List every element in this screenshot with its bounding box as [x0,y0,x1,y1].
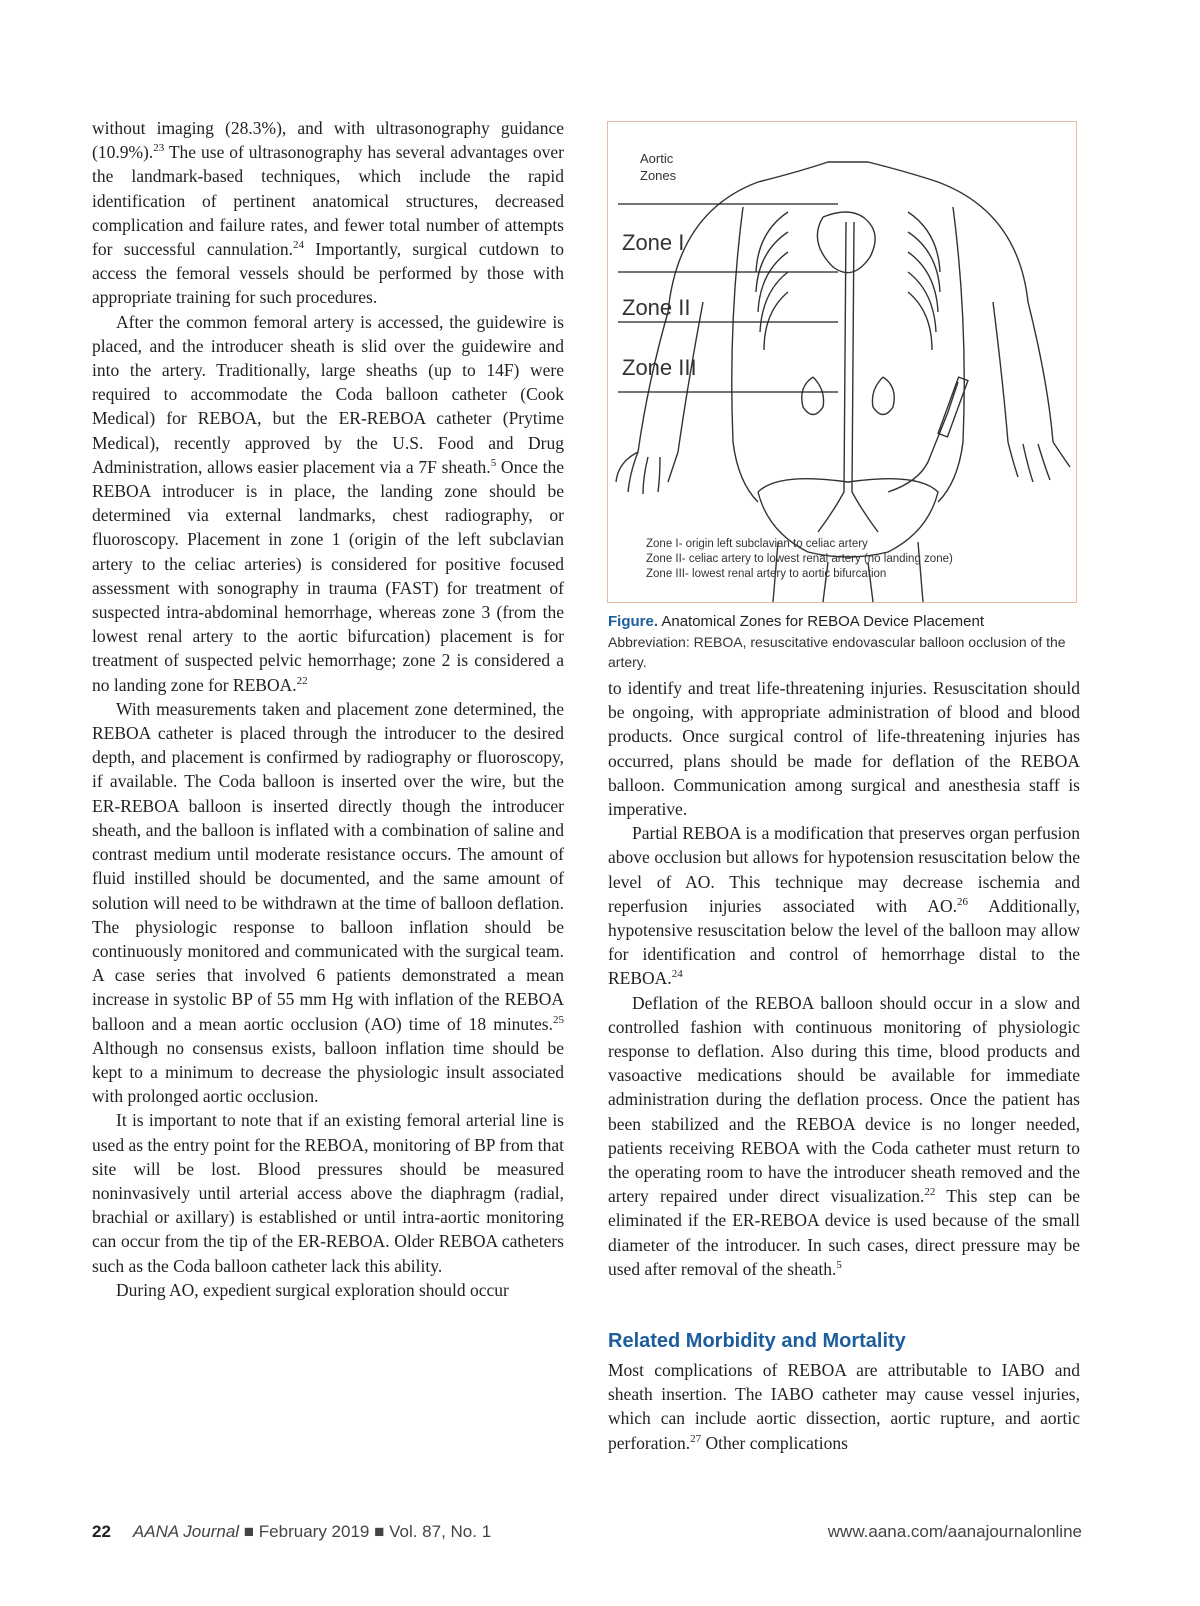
paragraph: During AO, expedient surgical exploration should occur [116,1279,509,1300]
figure-caption [608,612,1088,672]
paragraph: Most complications of REBOA are attributable to IABO and sheath insertion. The IABO catheter may cause vessel injuries, which can include aortic dissection, aortic rupture, and aortic perforation.$^{27}$ Other complications [608,1360,1080,1453]
footer-url: www.aana.com/aanajournalonline [827,1522,1082,1541]
figure-label: Figure. [608,613,659,630]
issue-date: February 2019 [258,1522,370,1541]
journal-name: AANA Journal [132,1522,240,1541]
legend-zone-2: Zone II- celiac artery to lowest renal artery (no landing zone) [646,553,953,565]
paragraph: It is important to note that if an existing femoral arterial line is used as the entry point for the REBOA, monitoring of BP from that site will be lost. Blood pressures should be measured noninvasively until arterial access above the diaphragm (radial, brachial or axillary) is established or until intra-aortic monitoring can occur from the tip of the ER-REBOA. Older REBOA catheters such as the Coda balloon catheter lack this ability. [92,1110,564,1276]
figure-title: Anatomical Zones for REBOA Device Placement [658,613,984,630]
figure-abbreviation: Abbreviation: REBOA, resuscitative endovascular balloon occlusion of the artery. [608,634,1066,670]
footer-journal-info: 22 AANA Journal ■ February 2019 ■ Vol. 87, No. 1 [92,1522,492,1541]
paragraph: to identify and treat life-threatening injuries. Resuscitation should be ongoing, with appropriate administration of blood and blood products. Once surgical control of life-threatening injuries has occurred, plans should be made for deflation of the REBOA balloon. Communication among surgical and anesthesia staff is imperative. [608,678,1080,820]
zone-1-label: Zone I [622,230,685,255]
right-column-continued [608,1358,1080,1455]
aortic-zones-label: Zones [640,168,677,183]
anatomy-diagram [608,122,1078,604]
paragraph: With measurements taken and placement zone determined, the REBOA catheter is placed through the introducer to the desired depth, and placement is confirmed by radiography or fluoroscopy, if available. The Coda balloon is inserted over the wire, but the ER-REBOA balloon is inserted directly though the introducer sheath, and the balloon is inflated with a combination of saline and contrast medium until moderate resistance occurs. The amount of fluid instilled should be documented, and the same amount of solution will need to be withdrawn at the time of balloon deflation. The physiologic response to balloon inflation should be continuously monitored and communicated with the surgical team. A case series that involved 6 patients demonstrated a mean increase in systolic BP of 55 mm Hg with inflation of the REBOA balloon and a mean aortic occlusion (AO) time of 18 minutes.$^{25}$ Although no consensus exists, balloon inflation time should be kept to a minimum to decrease the physiologic insult associated with prolonged aortic occlusion. [92,698,564,1107]
paragraph: Deflation of the REBOA balloon should occur in a slow and controlled fashion with continuous monitoring of physiologic response to deflation. Also during this time, blood products and vasoactive medications should be available for immediate administration during the deflation process. Once the patient has been stabilized and the REBOA device is no longer needed, patients receiving REBOA with the Coda catheter must return to the operating room to have the introducer sheath removed and the artery repaired under direct visualization.$^{22}$ This step can be eliminated if the ER-REBOA device is used because of the small diameter of the introducer. In such cases, direct pressure may be used after removal of the sheath.$^5$ [608,992,1080,1279]
paragraph: without imaging (28.3%), and with ultrasonography guidance (10.9%).$^{23}$ The use of ultrasonography has several advantages over the landmark-based techniques, which include the rapid identification of pertinent anatomical structures, decreased complication and failure rates, and fewer total number of attempts for successful cannulation.$^{24}$ Importantly, surgical cutdown to access the femoral vessels should be performed by those with appropriate training for such procedures. [92,118,564,308]
zone-2-label: Zone II [622,295,691,320]
legend-zone-3: Zone III- lowest renal artery to aortic bifurcation [646,568,887,580]
legend-zone-1: Zone I- origin left subclavian to celiac artery [646,538,868,550]
zone-3-label: Zone III [622,355,697,380]
volume: Vol. 87, No. 1 [389,1522,492,1541]
aortic-zones-label: Aortic [640,151,674,166]
right-column [608,676,1080,1281]
figure-image [607,121,1077,603]
paragraph: Partial REBOA is a modification that preserves organ perfusion above occlusion but allows for hypotension resuscitation below the level of AO. This technique may decrease ischemia and reperfusion injuries associated with AO.$^{26}$ Additionally, hypotensive resuscitation below the level of the balloon may allow for identification and control of hemorrhage distal to the REBOA.$^{24}$ [608,823,1080,989]
section-heading: Related Morbidity and Mortality [608,1330,906,1352]
left-column [92,116,564,1302]
paragraph: After the common femoral artery is accessed, the guidewire is placed, and the introducer sheath is slid over the guidewire and into the artery. Traditionally, large sheaths (up to 14F) were required to accommodate the Coda balloon catheter (Cook Medical) for REBOA, but the ER-REBOA catheter (Prytime Medical), recently approved by the U.S. Food and Drug Administration, allows easier placement via a 7F sheath.$^5$ Once the REBOA introducer is in place, the landing zone should be determined via external landmarks, chest radiography, or fluoroscopy. Placement in zone 1 (origin of the left subclavian artery to the celiac arteries) is considered for positive focused assessment with sonography in trauma (FAST) for treatment of suspected intra-abdominal hemorrhage, whereas zone 3 (from the lowest renal artery to the aortic bifurcation) placement is for treatment of suspected pelvic hemorrhage; zone 2 is considered a no landing zone for REBOA.$^{22}$ [92,311,564,695]
page-number: 22 [92,1522,111,1541]
